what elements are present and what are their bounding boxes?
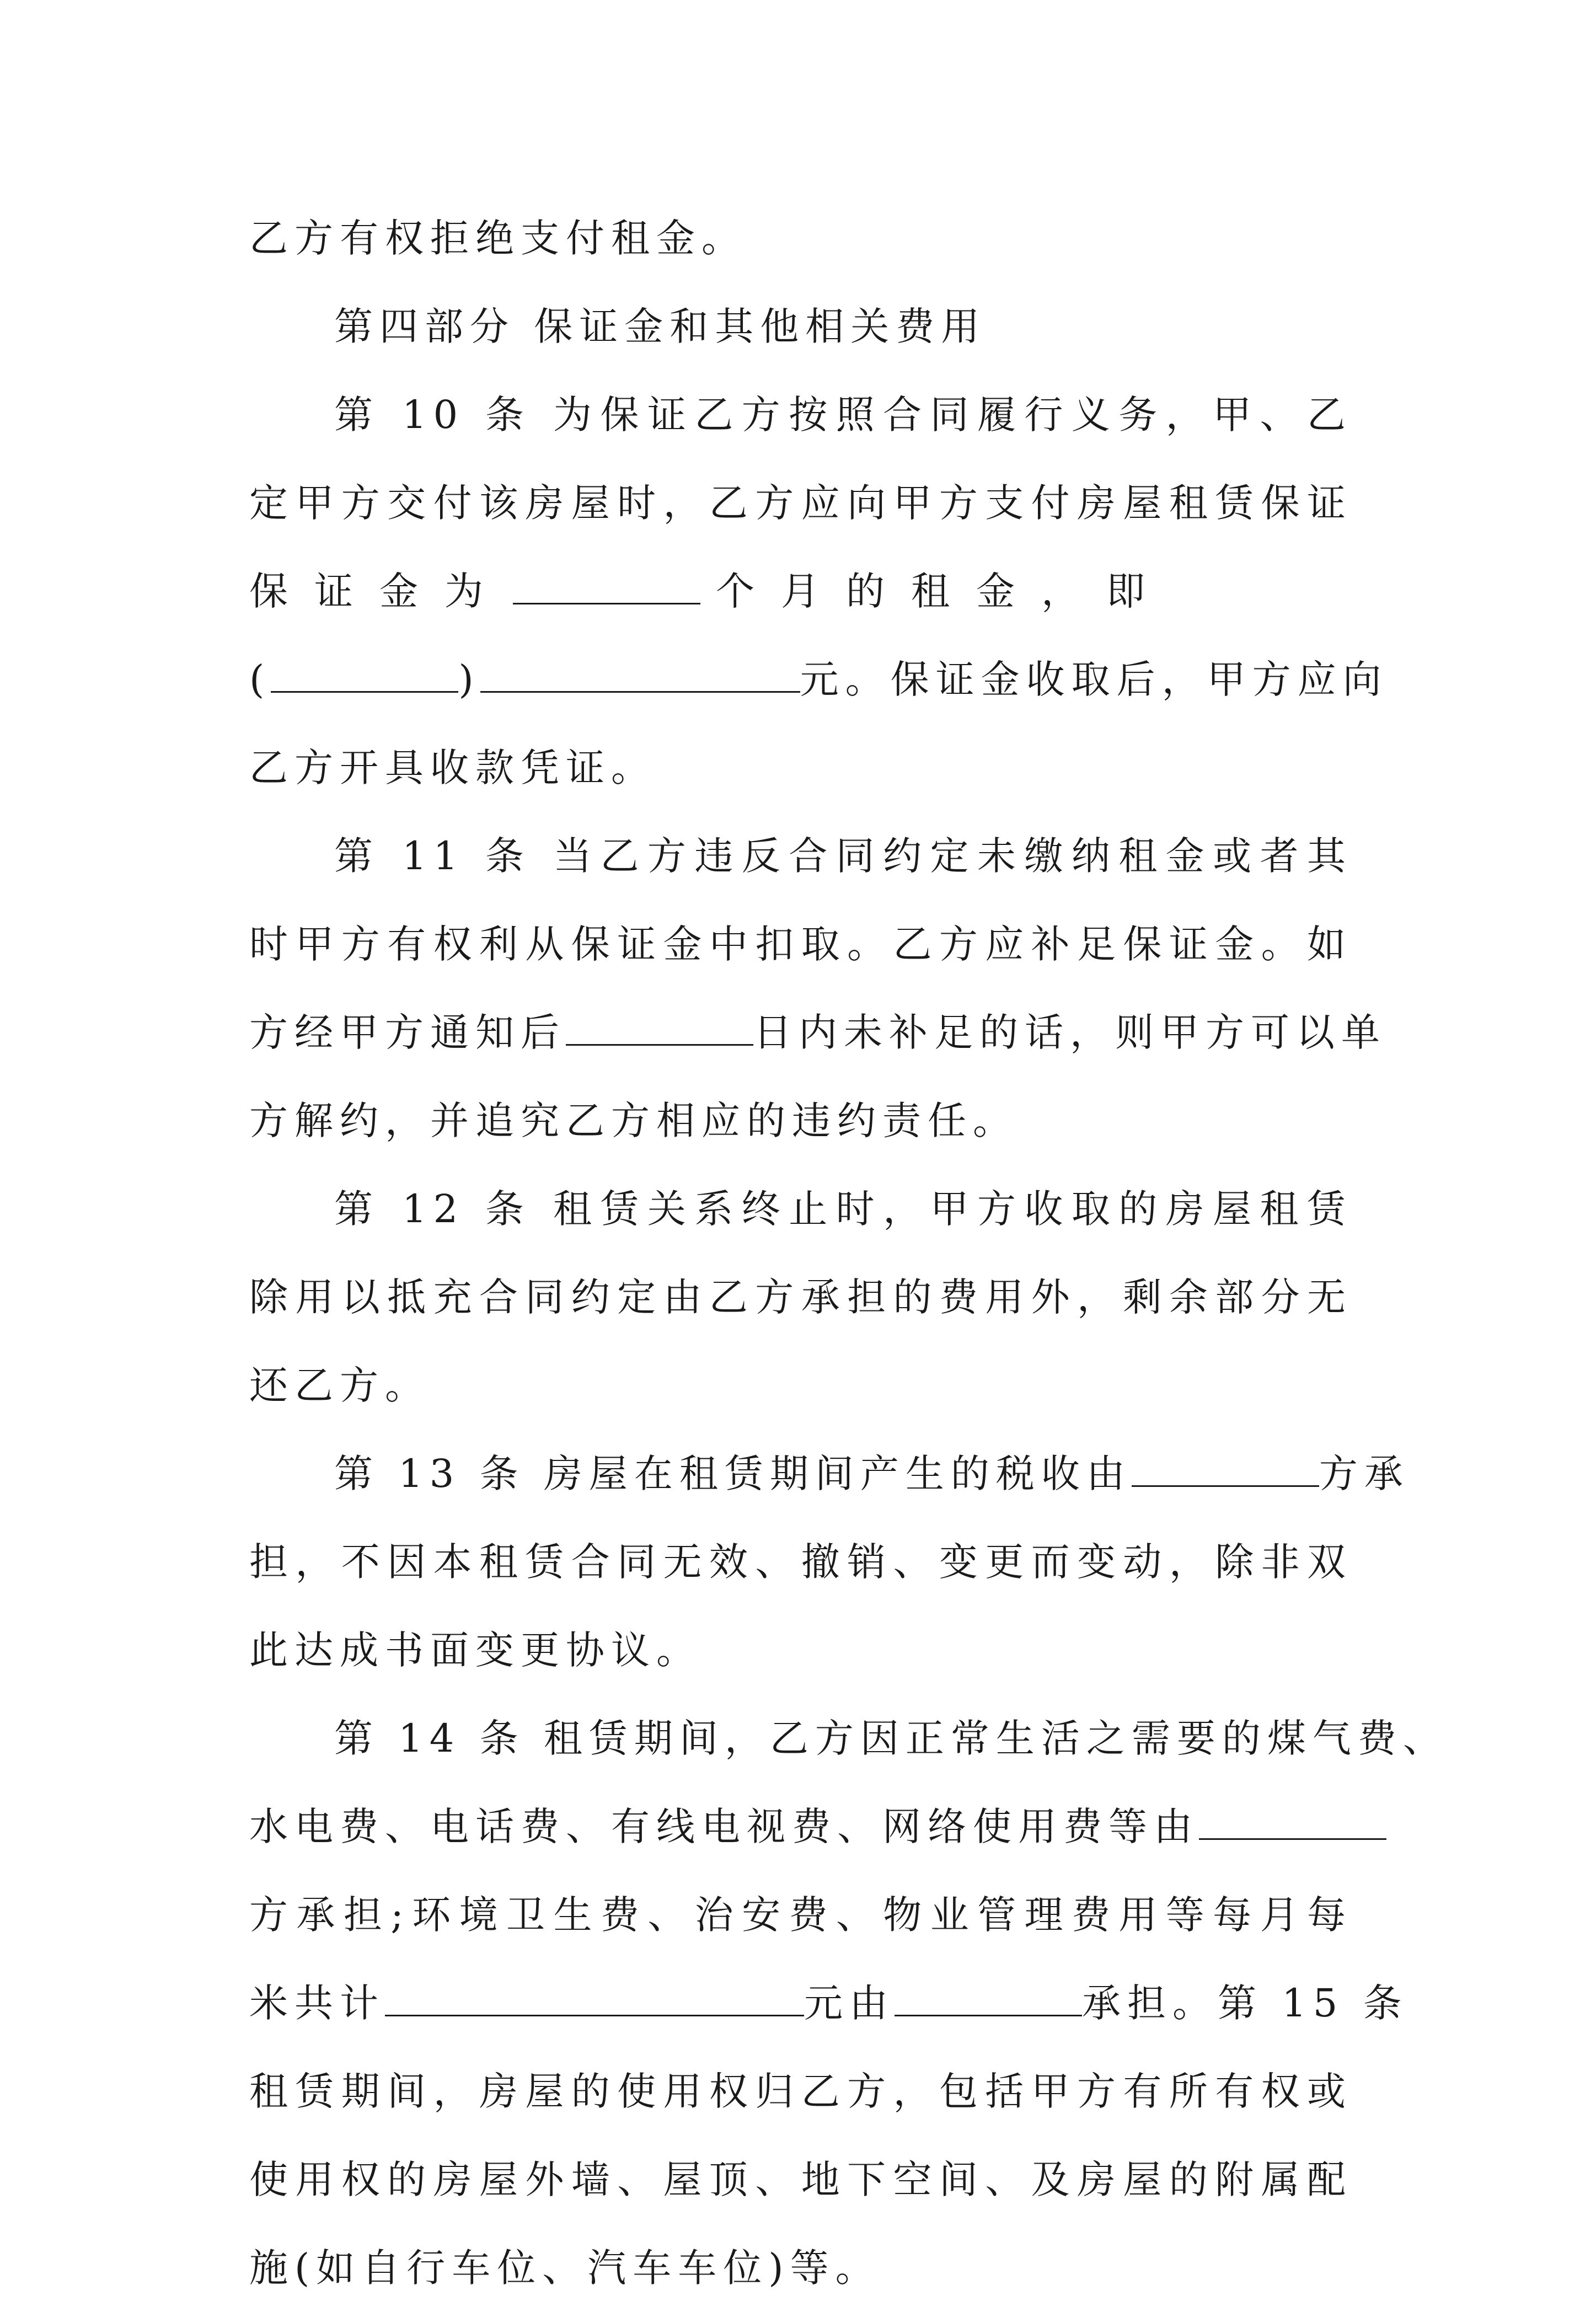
article-13-line-2: 担，不因本租赁合同无效、撤销、变更而变动，除非双 (249, 1539, 1352, 1585)
deposit-months-text: 个月的租金，即 (716, 569, 1171, 614)
article-12-line-3: 还乙方。 (249, 1363, 430, 1408)
article-10-line-4 (249, 635, 1388, 724)
deposit-label: 保证金为 (249, 569, 510, 614)
notice-days-blank (566, 1008, 753, 1046)
article-11-line-4: 方解约，并追究乙方相应的违约责任。 (249, 1098, 1018, 1143)
article-12-line-1: 第 12 条 租赁关系终止时，甲方收取的房屋租赁 (334, 1186, 1352, 1232)
close-paren: ) (458, 657, 480, 702)
article-14-line-4 (249, 1959, 1408, 2047)
article-10-line-2: 定甲方交付该房屋时，乙方应向甲方支付房屋租赁保证 (249, 480, 1352, 526)
open-paren: ( (249, 657, 271, 702)
article-10-line-1: 第 10 条 为保证乙方按照合同履行义务，甲、乙 (334, 392, 1352, 437)
deposit-amount-blank (480, 655, 800, 693)
article-14-line-2 (249, 1783, 1352, 1871)
article-15-start: 承担。第 15 条 (1082, 1981, 1408, 2026)
article-15-line-2: 使用权的房屋外墙、屋顶、地下空间、及房屋的附属配 (249, 2157, 1352, 2202)
article-14-line-3: 方承担;环境卫生费、治安费、物业管理费用等每月每 (249, 1892, 1352, 1938)
article-11-line-3 (249, 988, 1386, 1077)
deposit-receipt-text: 元。保证金收取后，甲方应向 (800, 657, 1388, 702)
fee-amount-blank (385, 1978, 804, 2016)
tax-party-blank (1132, 1449, 1319, 1487)
tax-bear-text: 方承 (1319, 1451, 1410, 1496)
deposit-amount-words-blank (271, 655, 458, 693)
deposit-months-blank (513, 566, 700, 604)
article-12-line-2: 除用以抵充合同约定由乙方承担的费用外，剩余部分无 (249, 1275, 1352, 1320)
article-10-line-3 (249, 547, 1352, 635)
fee-party-blank (895, 1978, 1082, 2016)
article-14-line-1: 第 14 条 租赁期间，乙方因正常生活之需要的煤气费、 (334, 1716, 1448, 1761)
fee-yuan-text: 元由 (804, 1981, 895, 2026)
notice-text: 方经甲方通知后 (249, 1010, 566, 1055)
utilities-party-blank (1199, 1802, 1386, 1840)
article-15-line-3: 施(如自行车位、汽车车位)等。 (249, 2245, 881, 2290)
article-11-line-1: 第 11 条 当乙方违反合同约定未缴纳租金或者其 (334, 833, 1352, 879)
utilities-text: 水电费、电话费、有线电视费、网络使用费等由 (249, 1804, 1199, 1849)
article-13-line-3: 此达成书面变更协议。 (249, 1628, 701, 1673)
termination-text: 日内未补足的话，则甲方可以单 (753, 1010, 1386, 1055)
section-heading: 第四部分 保证金和其他相关费用 (334, 304, 987, 349)
article-15-line-1: 租赁期间，房屋的使用权归乙方，包括甲方有所有权或 (249, 2069, 1352, 2114)
article-10-line-5: 乙方开具收款凭证。 (249, 745, 656, 790)
text-line: 乙方有权拒绝支付租金。 (249, 216, 747, 261)
tax-text: 第 13 条 房屋在租赁期间产生的税收由 (334, 1451, 1132, 1496)
fee-total-text: 米共计 (249, 1981, 385, 2026)
article-11-line-2: 时甲方有权利从保证金中扣取。乙方应补足保证金。如 (249, 922, 1352, 967)
contract-text (249, 194, 1448, 2312)
article-13-line-1 (249, 1430, 1410, 1518)
